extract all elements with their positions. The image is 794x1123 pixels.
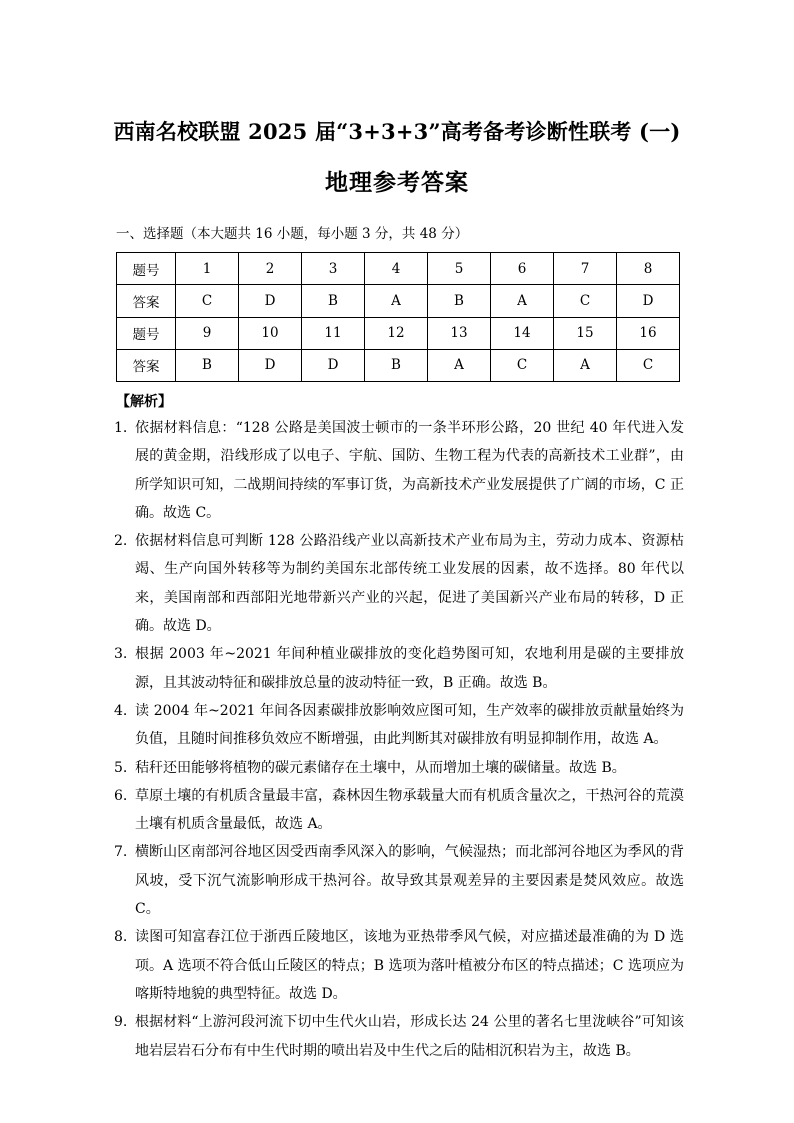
table-row xyxy=(117,253,680,285)
table-cell: 9 xyxy=(176,317,239,349)
document-subtitle: 地理参考答案 xyxy=(325,169,469,196)
table-cell: B xyxy=(302,285,365,317)
analysis-list xyxy=(114,414,684,1065)
item-text: 横断山区南部河谷地区因受西南季风深入的影响，气候湿热；而北部河谷地区为季风的背风坡，受下沉气流影响形成干热河谷。故导致其景观差异的主要因素是焚风效应。故选 C。 xyxy=(135,844,684,918)
item-text: 秸秆还田能够将植物的碳元素储存在土壤中，从而增加土壤的碳储量。故选 B。 xyxy=(135,759,626,776)
item-number: 2. xyxy=(114,533,128,550)
table-cell: 5 xyxy=(428,253,491,285)
analysis-item xyxy=(114,1008,684,1065)
table-cell: 2 xyxy=(239,253,302,285)
table-cell: 12 xyxy=(365,317,428,349)
analysis-item xyxy=(114,414,684,527)
item-number: 9. xyxy=(114,1014,128,1031)
item-text: 根据 2003 年~2021 年间种植业碳排放的变化趋势图可知，农地利用是碳的主要排放源，且其波动特征和碳排放总量的波动特征一致，B 正确。故选 B。 xyxy=(135,646,684,691)
row-header: 答案 xyxy=(117,285,176,317)
table-cell: B xyxy=(365,349,428,381)
analysis-item xyxy=(114,838,684,923)
item-text: 读 2004 年~2021 年间各因素碳排放影响效应图可知，生产效率的碳排放贡献量始终为负值，且随时间推移负效应不断增强，由此判断其对碳排放有明显抑制作用，故选 A。 xyxy=(135,702,684,748)
table-cell: 16 xyxy=(617,317,680,349)
item-text: 草原土壤的有机质含量最丰富，森林因生物承载量大而有机质含量次之，干热河谷的荒漠土壤有机质含量最低，故选 A。 xyxy=(135,787,684,833)
table-cell: A xyxy=(365,285,428,317)
table-cell: B xyxy=(428,285,491,317)
item-text: 依据材料信息：“128 公路是美国波士顿市的一条半环形公路，20 世纪 40 年代进入发展的黄金期，沿线形成了以电子、宇航、国防、生物工程为代表的高新技术工业群”，由所学知识可知，二战期间持续的军事订货，为高新技术产业发展提供了广阔的市场，C 正确。故选 C。 xyxy=(135,420,684,521)
row-header: 题号 xyxy=(117,317,176,349)
table-cell: C xyxy=(491,349,554,381)
section-heading: 一、选择题（本大题共 16 小题，每小题 3 分，共 48 分） xyxy=(116,226,469,242)
table-row xyxy=(117,349,680,381)
table-cell: 7 xyxy=(554,253,617,285)
item-number: 4. xyxy=(114,702,128,719)
table-cell: 8 xyxy=(617,253,680,285)
document-title: 西南名校联盟 2025 届“3+3+3”高考备考诊断性联考 (一) xyxy=(113,119,681,144)
table-cell: C xyxy=(617,349,680,381)
analysis-item xyxy=(114,527,684,640)
table-cell: 1 xyxy=(176,253,239,285)
table-cell: D xyxy=(617,285,680,317)
table-row xyxy=(117,317,680,349)
analysis-item xyxy=(114,640,684,697)
item-number: 6. xyxy=(114,787,128,804)
row-header: 题号 xyxy=(117,253,176,285)
analysis-heading: 【解析】 xyxy=(116,394,172,410)
table-cell: 3 xyxy=(302,253,365,285)
table-cell: D xyxy=(239,349,302,381)
table-cell: 14 xyxy=(491,317,554,349)
table-cell: 4 xyxy=(365,253,428,285)
item-number: 7. xyxy=(114,844,128,861)
table-cell: C xyxy=(554,285,617,317)
table-cell: A xyxy=(554,349,617,381)
table-cell: A xyxy=(428,349,491,381)
table-cell: C xyxy=(176,285,239,317)
table-cell: D xyxy=(302,349,365,381)
analysis-item xyxy=(114,754,684,782)
item-number: 3. xyxy=(114,646,128,663)
table-cell: 11 xyxy=(302,317,365,349)
table-cell: 13 xyxy=(428,317,491,349)
table-cell: A xyxy=(491,285,554,317)
item-number: 8. xyxy=(114,929,128,946)
analysis-item xyxy=(114,923,684,1008)
table-cell: B xyxy=(176,349,239,381)
analysis-item xyxy=(114,782,684,839)
table-row xyxy=(117,285,680,317)
analysis-item xyxy=(114,697,684,754)
table-cell: 6 xyxy=(491,253,554,285)
row-header: 答案 xyxy=(117,349,176,381)
table-cell: D xyxy=(239,285,302,317)
answer-table xyxy=(116,252,680,382)
item-text: 根据材料“上游河段河流下切中生代火山岩，形成长达 24 公里的著名七里泷峡谷”可知该地岩层岩石分布有中生代时期的喷出岩及中生代之后的陆相沉积岩为主，故选 B。 xyxy=(135,1014,684,1059)
item-number: 1. xyxy=(114,420,128,436)
item-text: 读图可知富春江位于浙西丘陵地区，该地为亚热带季风气候，对应描述最准确的为 D 选项。A 选项不符合低山丘陵区的特点；B 选项为落叶植被分布区的特点描述；C 选项应为喀斯特地貌的典型特征。故选 D。 xyxy=(135,929,684,1002)
table-cell: 10 xyxy=(239,317,302,349)
item-number: 5. xyxy=(114,759,128,776)
table-cell: 15 xyxy=(554,317,617,349)
item-text: 依据材料信息可判断 128 公路沿线产业以高新技术产业布局为主，劳动力成本、资源枯竭、生产向国外转移等为制约美国东北部传统工业发展的因素，故不选择。80 年代以来，美国南部和西部阳光地带新兴产业的兴起，促进了美国新兴产业布局的转移，D 正确。故选 D。 xyxy=(135,533,684,635)
